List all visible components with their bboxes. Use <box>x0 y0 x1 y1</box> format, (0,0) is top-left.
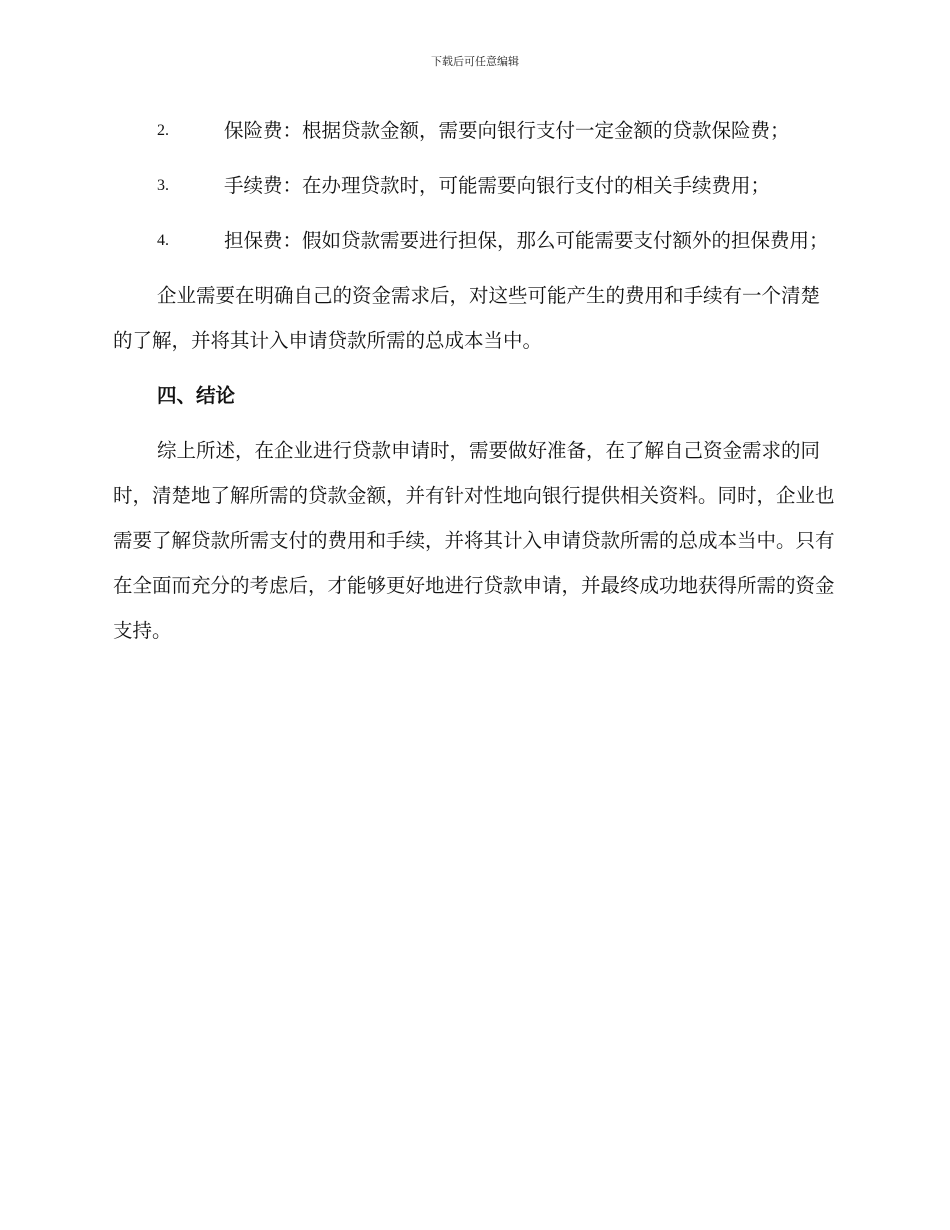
list-item-text: 手续费：在办理贷款时，可能需要向银行支付的相关手续费用； <box>224 174 771 197</box>
conclusion-paragraph: 综上所述，在企业进行贷款申请时，需要做好准备，在了解自己资金需求的同时，清楚地了解所需的贷款金额，并有针对性地向银行提供相关资料。同时，企业也需要了解贷款所需支付的费用和手续，并将其计入申请贷款所需的总成本当中。只有在全面而充分的考虑后，才能够更好地进行贷款申请，并最终成功地获得所需的资金支持。 <box>113 439 835 642</box>
list-item-handling-fee <box>113 163 835 208</box>
list-item-text: 担保费：假如贷款需要进行担保，那么可能需要支付额外的担保费用； <box>224 229 829 252</box>
list-item-insurance-fee <box>113 108 835 153</box>
page-header-note: 下载后可任意编辑 <box>431 55 519 68</box>
list-number: 3. <box>157 177 169 194</box>
cost-summary-paragraph: 企业需要在明确自己的资金需求后，对这些可能产生的费用和手续有一个清楚的了解，并将其计入申请贷款所需的总成本当中。 <box>113 284 821 352</box>
list-item-guarantee-fee <box>113 218 835 263</box>
list-item-text: 保险费：根据贷款金额，需要向银行支付一定金额的贷款保险费； <box>224 119 790 142</box>
section-heading-conclusion: 四、结论 <box>157 384 236 407</box>
list-number: 4. <box>157 232 169 249</box>
document-body <box>113 108 835 653</box>
list-number: 2. <box>157 122 169 139</box>
